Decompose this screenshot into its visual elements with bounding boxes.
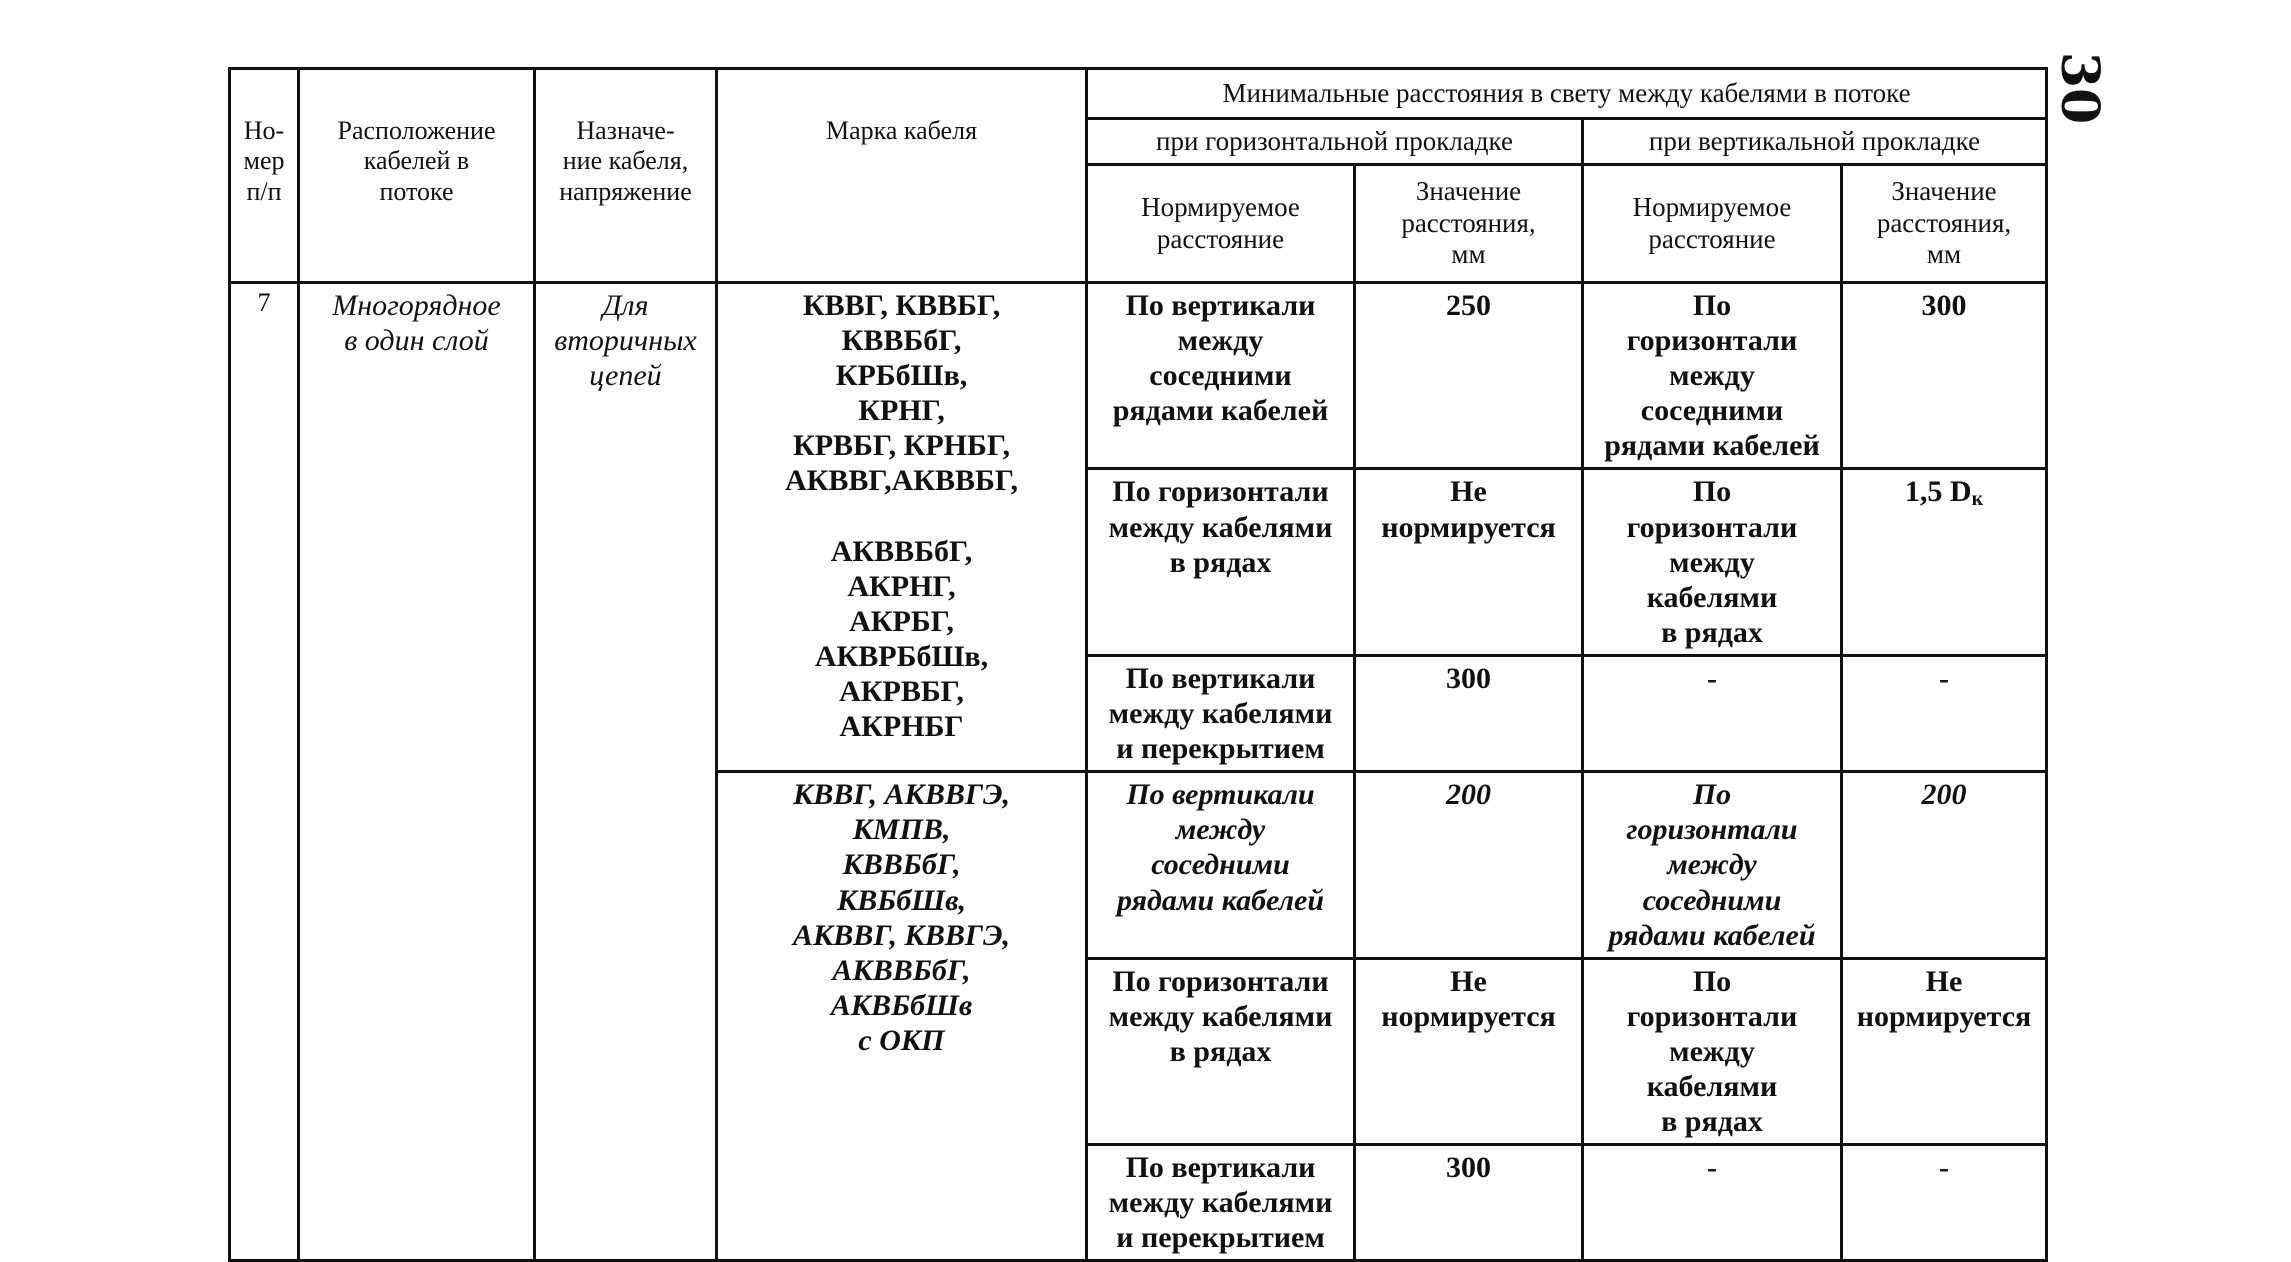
header-number: Но- мер п/п bbox=[230, 69, 299, 283]
g1-v-value-2: 1,5 $D_к$ bbox=[1842, 469, 2047, 655]
g1-h-norm-2: По горизонтали между кабелями в рядах bbox=[1087, 469, 1355, 655]
g1-v-norm-1: По горизонтали между соседними рядами кабелей bbox=[1583, 283, 1842, 469]
row-purpose: Для вторичных цепей bbox=[535, 283, 717, 1261]
header-h-value: Значение расстояния, мм bbox=[1355, 165, 1583, 283]
g2-h-value-2: Не нормируется bbox=[1355, 958, 1583, 1144]
g1-h-norm-3: По вертикали между кабелями и перекрытием bbox=[1087, 655, 1355, 771]
g1-v-value-1: 300 bbox=[1842, 283, 2047, 469]
g2-v-value-3: - bbox=[1842, 1145, 2047, 1261]
g2-h-norm-1: По вертикали между соседними рядами кабелей bbox=[1087, 772, 1355, 958]
header-brand: Марка кабеля bbox=[717, 69, 1087, 283]
g1-h-value-1: 250 bbox=[1355, 283, 1583, 469]
g2-v-norm-2: По горизонтали между кабелями в рядах bbox=[1583, 958, 1842, 1144]
g2-v-value-1: 200 bbox=[1842, 772, 2047, 958]
header-horizontal: при горизонтальной прокладке bbox=[1087, 119, 1583, 165]
page-number: 30 bbox=[2049, 51, 2111, 125]
g1-h-value-3: 300 bbox=[1355, 655, 1583, 771]
header-min-distances: Минимальные расстояния в свету между кабелями в потоке bbox=[1087, 69, 2047, 119]
g1-v-norm-3: - bbox=[1583, 655, 1842, 771]
g1-h-norm-1: По вертикали между соседними рядами кабелей bbox=[1087, 283, 1355, 469]
brand-list-1: КВВГ, КВВБГ, КВВБбГ, КРБбШв, КРНГ, КРВБГ, КРНБГ, АКВВГ,АКВВБГ, АКВВБбГ, АКРНГ, АКРБГ, АКВРБбШв, АКРВБГ, АКРНБГ bbox=[717, 283, 1087, 772]
g2-v-norm-3: - bbox=[1583, 1145, 1842, 1261]
cable-spacing-table bbox=[228, 67, 2048, 1262]
g2-h-value-1: 200 bbox=[1355, 772, 1583, 958]
subscript-k: к bbox=[1971, 488, 1984, 511]
g2-h-norm-2: По горизонтали между кабелями в рядах bbox=[1087, 958, 1355, 1144]
g1-v-norm-2: По горизонтали между кабелями в рядах bbox=[1583, 469, 1842, 655]
g2-h-value-3: 300 bbox=[1355, 1145, 1583, 1261]
header-v-value: Значение расстояния, мм bbox=[1842, 165, 2047, 283]
header-h-norm: Нормируемое расстояние bbox=[1087, 165, 1355, 283]
row-number: 7 bbox=[230, 283, 299, 1261]
row-location: Многорядное в один слой bbox=[299, 283, 535, 1261]
g2-h-norm-3: По вертикали между кабелями и перекрытием bbox=[1087, 1145, 1355, 1261]
g2-v-value-2: Не нормируется bbox=[1842, 958, 2047, 1144]
header-purpose: Назначе- ние кабеля, напряжение bbox=[535, 69, 717, 283]
g2-v-norm-1: По горизонтали между соседними рядами кабелей bbox=[1583, 772, 1842, 958]
header-location: Расположение кабелей в потоке bbox=[299, 69, 535, 283]
g1-h-value-2: Не нормируется bbox=[1355, 469, 1583, 655]
brand-list-2: КВВГ, АКВВГЭ, КМПВ, КВВБбГ, КВБбШв, АКВВГ, КВВГЭ, АКВВБбГ, АКВБбШв с ОКП bbox=[717, 772, 1087, 1261]
g1-v-value-3: - bbox=[1842, 655, 2047, 771]
header-vertical: при вертикальной прокладке bbox=[1583, 119, 2047, 165]
header-v-norm: Нормируемое расстояние bbox=[1583, 165, 1842, 283]
